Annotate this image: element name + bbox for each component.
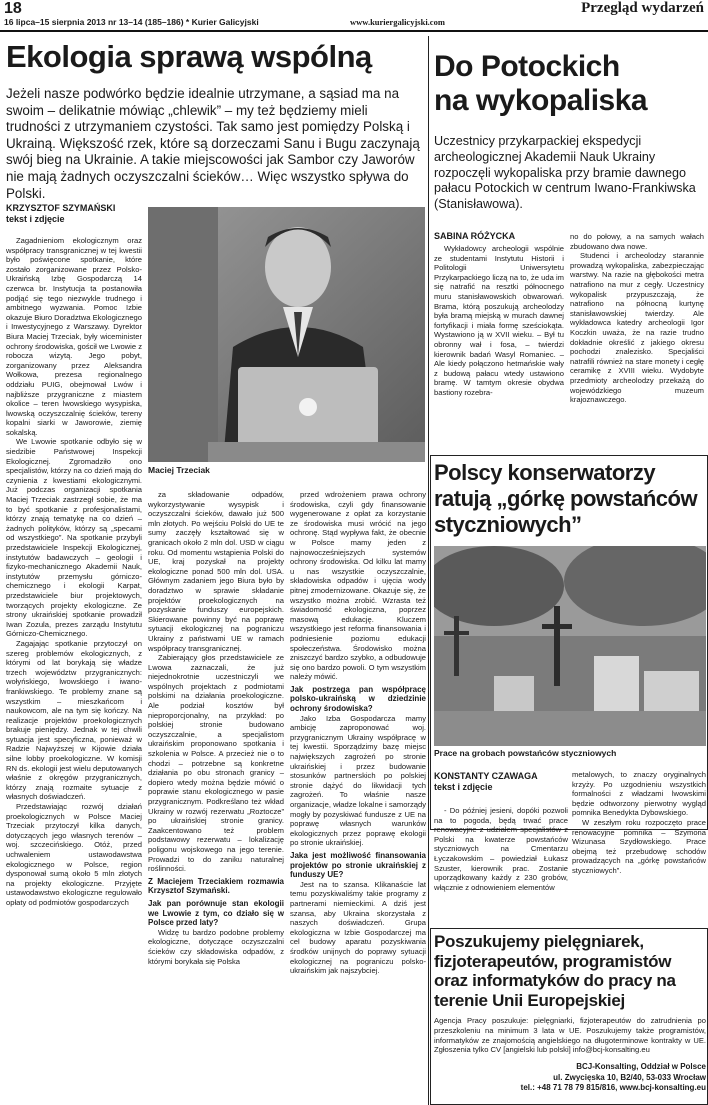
paragraph: We Lwowie spotkanie odbyło się w siedzibie Państwowej Inspekcji Ekologicznej. Zgromadziło ono specjalistów, którzy na co dzień mają do czynienia z kwestiami ekologicznymi. Już podczas organizacji spotkania Maciej Trzeciak zastrzegł sobie, że ma to być spotkanie z profesjonalistami, którzy znają tematykę na co dzień – żadnych polityków, którzy są „specami od wszystkiego”. Na spotkanie przybyli przedstawiciele Inspekcji Ekologicznej, instytutów badawczych – geologii i fizyko-mechanicznego Akademii Nauk, instytutów przemysłu górniczo-chemicznego i ekologii Karpat, przedstawiciele biur projektowych, tworzących projekty ekologiczne. Ze strony ukraińskiej spotkanie prowadził Iwan Zozula, prezes zarządu Instytutu Górniczo-Chemicznego. bbox=[6, 437, 142, 639]
interview-heading: Z Maciejem Trzeciakiem rozmawia Krzysztof Szymański. bbox=[148, 876, 284, 896]
paragraph: Zagadnieniom ekologicznym oraz współpracy transgranicznej w tej kwestii było poświęcone spotkanie, które zostało zorganizowane przez Polsko-Ukraińską Izbę Gospodarczą 14 czerwca br. Instytucja ta postanowiła podjąć się tego niezwykle trudnego i ambitnego wyzwania. Pomoc Izbie okazuje Biuro Doradztwa Ekologicznego i Inwestycyjnego z Warszawy. Dyrektor Biura Maciej Trzeciak, były wiceminister ochrony środowiska, gościł we Lwowie z robocza wizytą. Jego pobyt, zorganizowany przez Aleksandra Wołkowa, prezesa regionalnego oddziału PUIG, obejmował Lwów i najbliższe przygraniczne z miastem okolice – teren lwowskiego wysypiska, lwowską oczyszczalnię ścieków, tereny kopalni siarki w Jaworowie, ziemię sokalską. bbox=[6, 236, 142, 437]
konserwatorzy-title: Polscy konserwatorzy ratują „górkę powstańców styczniowych” bbox=[434, 460, 698, 537]
paragraph: Zabierający głos przedstawiciele ze Lwowa zaznaczali, że już niejednokrotnie uczestniczyli we wspólnych projektach z podmiotami polskimi na działania proekologiczne. Ale podział kosztów był nieproporcjonalny, na przykład: po polskiej stronie budowano oczyszczalnie, a specjalistom ukraińskim proponowano spotkania i szkolenia w Polsce. A przecież nie o to chodzi – potrzebne są konkretne działania po obu stronach granicy – dopiero wtedy można będzie mówić o poprawie stanu ekologicznego w pasie przygranicznym. Podkreślano też wkład Ukrainy w rozwój rezerwatu „Roztocze” po ukraińskiej stronie granicy. Zaakcentowano też problem podstawowy rezerwatu – lokalizację poligonu wojskowego na jego terenie. Prowadzi to do zaniku naturalnej roślinności. bbox=[148, 653, 284, 874]
paragraph: - Do później jesieni, dopóki pozwoli na to pogoda, będą trwać prace renowacyjne z udziałem specjalistów z Polski na kwaterze powstańców styczniowych na Cmentarzu Łyczakowskim – powiedział Łukasz Szuster, kierownik prac. Zostanie uporządkowany każdy z 230 grobów, włącznie z odnowieniem elementów bbox=[434, 806, 568, 892]
potocki-author: SABINA RÓŻYCKA bbox=[434, 231, 516, 241]
main-article-lead: Jeżeli nasze podwórko będzie idealnie utrzymane, a sąsiad ma na swoim – delikatnie mówiąc „chlewik” – my też będziemy mieli trudności z utrzymaniem czystości. Tak samo jest pomiędzy Polską i Ukrainą. Większość rzek, które są dorzeczami Sanu i Bugu zaczynają swój bieg na Ukrainie. A takie miejscowości jak Sambor czy Jaworów nie mają żadnych oczyszczalni ścieków… Więc wszystko spływa do Polski. bbox=[6, 86, 420, 201]
konserwatorzy-col1 bbox=[434, 806, 568, 916]
potocki-title-line2: na wykopaliska bbox=[434, 84, 648, 117]
main-article-col3 bbox=[290, 490, 426, 1104]
header-rule bbox=[0, 30, 708, 32]
column-divider bbox=[428, 36, 429, 1105]
paragraph: Zagajając spotkanie przytoczył on szereg problemów ekologicznych, z którymi od lat borykają się władze trzech województw przygranicznych: wołyńskiego, lwowskiego i iwano-frankiwskiego. Te problemy znane są wszystkim – mieszkańcom i naukowcom, ale na tym się kończy. Na realizacje projektów proekologicznych brakuje pieniędzy. Jednak w tej chwili sytuacja jest specyficzna, ponieważ w Radzie Najwyższej w Kijowie działa silne lobby proekologiczne. W komisji RN ds. ekologii jest wielu deputowanych właśnie z okręgów przygranicznych, którzy znają rozmaite sytuacje z własnych doświadczeń. bbox=[6, 638, 142, 802]
paragraph: przed wdrożeniem prawa ochrony środowiska, czyli gdy finansowanie wygenerowane z opłat za korzystanie ze środowiska musi wrócić na jego ochronę. Stąd wypływa fakt, że obecnie w Polsce mamy jeden z najnowocześniejszych systemów ochrony środowiska. Od kilku lat mamy u nas wszystkie oczyszczalnie, składowiska odpadów i ujęcia wody pitnej zmodernizowane. Okazuje się, że wszystko można zrobić. Wzrasta też świadomość ekologiczna, poprzez masową edukację. Kluczem wszystkiego jest reforma finansowania i podniesienie poziomu edukacji społeczeństwa. Środowisko można zniszczyć bardzo szybko, a odbudowuje się ono bardzo powoli. O tym wszystkim należy mówić. bbox=[290, 490, 426, 682]
photo-caption-trzeciak: Maciej Trzeciak bbox=[148, 465, 210, 475]
interview-question: Jaka jest możliwość finansowania projektów po stronie ukraińskiej z funduszy UE? bbox=[290, 850, 426, 880]
job-ad-contact[interactable]: tel.: +48 71 78 79 815/816, www.bcj-konsalting.eu bbox=[520, 1083, 706, 1093]
main-article-col2 bbox=[148, 490, 284, 1104]
interview-answer: Widzę tu bardzo podobne problemy ekologiczne, dotyczące oczyszczalni ścieków czy składowiska odpadów, z którymi borykała się Polska bbox=[148, 927, 284, 966]
paragraph: Przedstawiając rozwój działań proekologicznych w Polsce Maciej Trzeciak przytoczył kilka danych, dotyczących jego własnych terenów – woj. szczecińskiego. Otóż, przed uchwaleniem ustawodawstwa ekologicznego w Polsce, region dysponował sumą około 5 mln złotych na projekty ekologiczne. Przyjęte ustawodawstwo ekologiczne regulowało opłaty od podmiotów gospodarczych bbox=[6, 802, 142, 907]
interview-answer: Jako Izba Gospodarcza mamy ambicję zaproponować woj. przygranicznym Ukrainy współpracę w tej kwestii. Sporządzimy bazę miejsc największych zagrożeń po stronie ukraińskiej i przez budowanie stosunków partnerskich po polskiej stronie dążyć do likwidacji tych zagrożeń. To właśnie nasze organizacje, władze lokalne i samorządy mogły by pozyskiwać fundusze z UE na poprawę własnych warunków ekologicznych przez poprawę ekologii po stronie ukraińskiej. bbox=[290, 713, 426, 848]
job-ad-text: Agencja Pracy poszukuje: pielęgniarki, fizjoterapeutów do zatrudnienia po przeszkoleniu na minimum 3 lata w UE. Poszukujemy także programistów, informatyków ze znajomością angielskiego na długoterminowe kontrakty w UE. Zgłoszenia tylko CV [angielski lub polski] info@bcj-konsalting.eu bbox=[434, 1016, 706, 1055]
interview-question: Jak postrzega pan współpracę polsko-ukraińską w dziedzinie ochrony środowiska? bbox=[290, 684, 426, 714]
main-article-title: Ekologia sprawą wspólną bbox=[6, 39, 372, 74]
potocki-title bbox=[434, 50, 704, 118]
section-title: Przegląd wydarzeń bbox=[581, 0, 704, 16]
main-article-col1 bbox=[6, 236, 142, 1104]
interview-answer: Jest na to szansa. Klikanaście lat temu pozyskiwaliśmy takie programy z partnerami niemieckimi. A dziś jest szansa, aby Ukraina skorzystała z naszych doświadczeń. Grupa ekologiczna w Izbie Gospodarczej ma cel budowy aparatu pozyskiwania środków unijnych do poprawy sytuacji ekologicznej na pograniczu polsko-ukraińskim jak najszybciej. bbox=[290, 879, 426, 976]
paragraph: Studenci i archeolodzy starannie prowadzą wykopaliska, zabezpieczając warstwy. Na razie na głębokości metra natrafiono na mur z cegły. Uczestnicy wykopalisk przypuszczają, że natrafiono na północną kurtynę stanisławowskiej twierdzy. Ale wykładowca katedry archeologii Igor Koczkin uważa, że na razie trudno dokładnie określić z jakiego okresu pochodzi znalezisko. Specjaliści natrafili również na stare monety i cegłę ceramikę z XVIII wieku. Wydobyte przedmioty archeolodzy przekażą do wojewódzkiego muzeum krajoznawczego. bbox=[570, 251, 704, 405]
photo-caption-cemetery: Prace na grobach powstańców styczniowych bbox=[434, 748, 617, 758]
portrait-image bbox=[148, 207, 425, 462]
job-ad-title: Poszukujemy pielęgniarek, fizjoterapeutów, programistów oraz informatyków do pracy na terenie Unii Europejskiej bbox=[434, 932, 676, 1010]
job-ad-company: BCJ-Konsalting, Oddział w Polsce bbox=[576, 1062, 706, 1071]
maciej-trzeciak-photo bbox=[148, 207, 425, 462]
author-name: KRZYSZTOF SZYMAŃSKI bbox=[6, 203, 116, 213]
issue-line: 16 lipca–15 sierpnia 2013 nr 13–14 (185–186) * Kurier Galicyjski bbox=[4, 17, 259, 27]
potocki-col2 bbox=[570, 232, 704, 452]
potocki-title-line1: Do Potockich bbox=[434, 50, 620, 83]
job-ad-contact-block bbox=[434, 1062, 706, 1094]
main-article-byline bbox=[6, 203, 146, 225]
paragraph: metalowych, to znaczy oryginalnych krzyży. Po uzgodnieniu wszystkich formalności z władzami lwowskimi będzie odtworzony pierwotny wygląd pomnika Benedykta Dybowskiego. bbox=[572, 770, 706, 818]
author-note: tekst i zdjęcie bbox=[434, 782, 493, 792]
paragraph: za składowanie odpadów, wykorzystywanie wysypisk i oczyszczalni ścieków, dawało już 500 mln złotych. Po wejściu Polski do UE te sumy zaczęły kształtować się w granicach około 2 mln dol. USD w ciągu roku. Od momentu wstąpienia Polski do UE, kraj pozyskał na projekty ekologiczne ponad 500 mln dol. USA. Głównym zadaniem jego Biura było by doradztwo w sprawie składanie projektów proekologicznych na pozyskanie funduszy europejskich. Skierowane powinny być na poprawę sytuacji ekologicznej na pograniczu Ukrainy z państwami UE w ramach współpracy transgranicznej. bbox=[148, 490, 284, 653]
potocki-lead: Uczestnicy przykarpackiej ekspedycji archeologicznej Akademii Nauk Ukrainy rozpoczęli wykopaliska przy bramie dawnego pałacu Potockich w centrum Iwano-Frankiwska (Stanisławowa). bbox=[434, 134, 696, 212]
cemetery-image bbox=[434, 546, 706, 746]
author-note: tekst i zdjęcie bbox=[6, 214, 65, 224]
konserwatorzy-byline bbox=[434, 771, 574, 793]
interview-question: Jak pan porównuje stan ekologii we Lwowie z tym, co działo się w Polsce przed laty? bbox=[148, 898, 284, 928]
cemetery-photo bbox=[434, 546, 706, 746]
konserwatorzy-col2 bbox=[572, 770, 706, 920]
author-name: KONSTANTY CZAWAGA bbox=[434, 771, 538, 781]
paragraph: W zeszłym roku rozpoczęto prace renowacyjne pomnika – Szymona Wizunasa Szydłowskiego. Prace obejmą też przebudowę schodów prowadzących na „górkę powstańców styczniowych”. bbox=[572, 817, 706, 875]
paragraph: no do połowy, a na samych wałach zbudowano dwa nowe. bbox=[570, 232, 704, 251]
potocki-col1 bbox=[434, 244, 564, 452]
job-ad-address: ul. Zwycięska 10, B2/40, 53-033 Wrocław bbox=[553, 1072, 706, 1082]
website-link[interactable]: www.kuriergalicyjski.com bbox=[350, 17, 445, 27]
page-number: 18 bbox=[4, 0, 22, 17]
paragraph: Wykładowcy archeologii wspólnie ze studentami Instytutu Historii i Politologii Uniwersytetu Przykarpackiego liczą na to, że uda im się natrafić na resztki północnego muru stanisławowskich obwarowań. Brama, którą poszukują archeolodzy była bramą miejską w murach dawnej fortyfikacji i miała formę sześciokąta. Wystawiono ją w XVII wieku. – Był tu obronny wał i fosa, – twierdzi kierownik badań Wasyl Romaniec. – Ale kiedy połączono hetmańskie wały z budową pałacu wtedy ustawiono bramę. W tamtym okresie obydwa bastiony rozebra- bbox=[434, 244, 564, 397]
